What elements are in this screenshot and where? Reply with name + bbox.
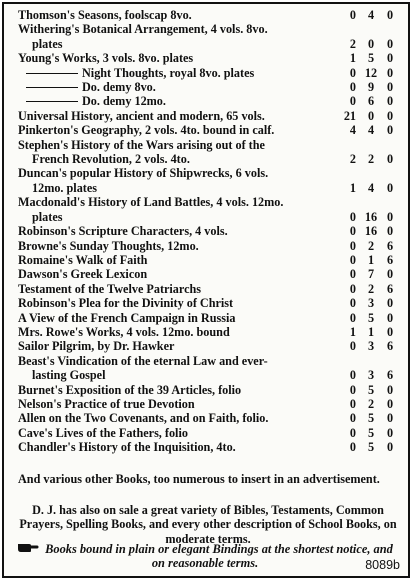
book-title-line: Do. demy 12mo. bbox=[82, 94, 166, 109]
book-price bbox=[336, 383, 398, 397]
catalog-code: 8089b bbox=[365, 558, 400, 572]
book-price bbox=[336, 37, 398, 51]
book-price bbox=[336, 181, 398, 195]
book-entry bbox=[18, 440, 398, 454]
book-title-line: Stephen's History of the Wars arising out of the bbox=[18, 137, 265, 152]
book-title-line: Allen on the Two Covenants, and on Faith, folio. bbox=[18, 411, 269, 426]
price-pounds: 0 bbox=[349, 8, 356, 23]
price-pounds: 0 bbox=[349, 339, 356, 354]
book-price bbox=[336, 239, 398, 253]
price-pence: 0 bbox=[386, 51, 394, 66]
price-pence: 0 bbox=[386, 180, 394, 195]
price-shillings: 4 bbox=[367, 123, 375, 138]
book-list bbox=[18, 8, 398, 455]
price-pence: 0 bbox=[386, 108, 394, 123]
price-pence: 0 bbox=[386, 425, 394, 440]
book-price bbox=[336, 296, 398, 310]
price-shillings: 1 bbox=[367, 252, 375, 267]
price-pounds: 0 bbox=[349, 396, 356, 411]
price-shillings: 3 bbox=[367, 296, 375, 311]
book-price bbox=[336, 411, 398, 425]
book-price bbox=[336, 8, 398, 22]
price-pounds: 2 bbox=[349, 152, 356, 167]
price-pounds: 0 bbox=[349, 382, 356, 397]
price-pounds: 0 bbox=[349, 252, 356, 267]
price-pence: 0 bbox=[386, 36, 394, 51]
price-pounds: 0 bbox=[349, 425, 356, 440]
book-title-continuation: 12mo. plates bbox=[32, 180, 97, 195]
book-title-line: Mrs. Rowe's Works, 4 vols. 12mo. bound bbox=[18, 324, 230, 339]
book-entry bbox=[18, 138, 398, 167]
book-title-line: Romaine's Walk of Faith bbox=[18, 252, 148, 267]
price-pence: 0 bbox=[386, 310, 394, 325]
book-title-line: Young's Works, 3 vols. 8vo. plates bbox=[18, 51, 194, 66]
price-pence: 6 bbox=[386, 339, 394, 354]
price-pounds: 0 bbox=[349, 267, 356, 282]
book-entry bbox=[18, 339, 398, 353]
book-entry bbox=[18, 195, 398, 224]
book-entry bbox=[18, 51, 398, 65]
book-entry bbox=[18, 22, 398, 51]
price-shillings: 3 bbox=[367, 368, 375, 383]
price-pence: 6 bbox=[386, 368, 394, 383]
book-price bbox=[336, 253, 398, 267]
book-entry bbox=[18, 253, 398, 267]
book-title-line: Sailor Pilgrim, by Dr. Hawker bbox=[18, 339, 175, 354]
bindings-notice-text: Books bound in plain or elegant Bindings at the shortest notice, and on reasonable terms. bbox=[45, 542, 393, 571]
price-pounds: 1 bbox=[349, 51, 356, 66]
price-pence: 0 bbox=[386, 267, 394, 282]
price-shillings: 6 bbox=[367, 94, 375, 109]
book-price bbox=[336, 152, 398, 166]
book-price bbox=[336, 224, 398, 238]
book-title-line: Testament of the Twelve Patriarchs bbox=[18, 281, 202, 296]
price-pounds: 0 bbox=[349, 281, 356, 296]
price-pounds: 0 bbox=[349, 296, 356, 311]
price-shillings: 4 bbox=[367, 180, 375, 195]
price-pounds: 0 bbox=[349, 224, 356, 239]
book-entry bbox=[18, 267, 398, 281]
book-entry bbox=[18, 166, 398, 195]
price-pounds: 0 bbox=[349, 94, 356, 109]
price-pence: 0 bbox=[386, 8, 394, 23]
book-price bbox=[336, 210, 398, 224]
price-pounds: 0 bbox=[349, 440, 356, 455]
book-price bbox=[336, 123, 398, 137]
price-shillings: 0 bbox=[367, 108, 375, 123]
book-price bbox=[336, 282, 398, 296]
price-shillings: 3 bbox=[367, 339, 375, 354]
ditto-rule bbox=[26, 101, 78, 102]
book-price bbox=[336, 66, 398, 80]
price-shillings: 2 bbox=[367, 396, 375, 411]
price-pounds: 0 bbox=[349, 80, 356, 95]
book-title-line: Withering's Botanical Arrangement, 4 vols. 8vo. bbox=[18, 22, 268, 37]
price-pounds: 0 bbox=[349, 411, 356, 426]
book-title-line: Browne's Sunday Thoughts, 12mo. bbox=[18, 238, 199, 253]
price-pounds: 4 bbox=[349, 123, 356, 138]
book-entry bbox=[18, 426, 398, 440]
price-pence: 0 bbox=[386, 224, 394, 239]
ditto-rule bbox=[26, 73, 78, 74]
book-title-line: Thomson's Seasons, foolscap 8vo. bbox=[18, 8, 192, 22]
book-title-line: Robinson's Plea for the Divinity of Christ bbox=[18, 296, 234, 311]
book-title-line: Macdonald's History of Land Battles, 4 vols. 12mo. bbox=[18, 195, 284, 210]
price-pence: 0 bbox=[386, 80, 394, 95]
price-pence: 0 bbox=[386, 152, 394, 167]
book-entry bbox=[18, 66, 398, 80]
price-pounds: 1 bbox=[349, 324, 356, 339]
book-entry bbox=[18, 109, 398, 123]
closing-line: And various other Books, too numerous to insert in an advertisement. bbox=[18, 472, 380, 486]
book-price bbox=[336, 267, 398, 281]
book-title-line: Nelson's Practice of true Devotion bbox=[18, 396, 195, 411]
price-pence: 6 bbox=[386, 281, 394, 296]
book-price bbox=[336, 440, 398, 454]
price-pence: 0 bbox=[386, 411, 394, 426]
book-title-line: Night Thoughts, royal 8vo. plates bbox=[82, 65, 255, 80]
ditto-rule bbox=[26, 87, 78, 88]
book-title-continuation: plates bbox=[32, 209, 63, 224]
price-pounds: 0 bbox=[349, 310, 356, 325]
book-price bbox=[336, 397, 398, 411]
book-entry bbox=[18, 94, 398, 108]
book-entry bbox=[18, 325, 398, 339]
book-title-continuation: French Revolution, 2 vols. 4to. bbox=[32, 152, 190, 167]
price-shillings: 2 bbox=[367, 281, 375, 296]
book-price bbox=[336, 109, 398, 123]
book-entry bbox=[18, 123, 398, 137]
price-shillings: 5 bbox=[367, 425, 375, 440]
price-shillings: 5 bbox=[367, 382, 375, 397]
book-entry bbox=[18, 397, 398, 411]
price-pence: 0 bbox=[386, 123, 394, 138]
book-price bbox=[336, 339, 398, 353]
book-price bbox=[336, 51, 398, 65]
price-pence: 0 bbox=[386, 396, 394, 411]
book-title-line: Burnet's Exposition of the 39 Articles, folio bbox=[18, 382, 242, 397]
book-entry bbox=[18, 311, 398, 325]
price-pence: 6 bbox=[386, 238, 394, 253]
book-entry bbox=[18, 224, 398, 238]
book-title-line: Universal History, ancient and modern, 65 vols. bbox=[18, 108, 265, 123]
book-entry bbox=[18, 282, 398, 296]
book-price bbox=[336, 311, 398, 325]
price-shillings: 0 bbox=[367, 36, 375, 51]
price-pence: 6 bbox=[386, 252, 394, 267]
book-entry bbox=[18, 80, 398, 94]
price-pence: 0 bbox=[386, 324, 394, 339]
book-entry bbox=[18, 411, 398, 425]
price-pounds: 2 bbox=[349, 36, 356, 51]
price-shillings: 5 bbox=[367, 310, 375, 325]
book-entry bbox=[18, 296, 398, 310]
pointing-hand-icon bbox=[17, 541, 39, 556]
price-pence: 0 bbox=[386, 382, 394, 397]
price-pence: 0 bbox=[386, 94, 394, 109]
price-shillings: 7 bbox=[367, 267, 375, 282]
book-title-continuation: lasting Gospel bbox=[32, 368, 106, 383]
book-price bbox=[336, 368, 398, 382]
book-title-line: Dawson's Greek Lexicon bbox=[18, 267, 148, 282]
book-title-line: A View of the French Campaign in Russia bbox=[18, 310, 236, 325]
price-pence: 0 bbox=[386, 65, 394, 80]
book-price bbox=[336, 94, 398, 108]
book-title-line: Chandler's History of the Inquisition, 4to. bbox=[18, 440, 236, 455]
notice-paragraph: D. J. has also on sale a great variety of Bibles, Testaments, Common Prayers, Spelling Books, and every other description of School Books, on moderate terms. bbox=[19, 503, 397, 546]
book-price bbox=[336, 80, 398, 94]
price-pounds: 0 bbox=[349, 65, 356, 80]
book-title-line: Duncan's popular History of Shipwrecks, 6 vols. bbox=[18, 166, 269, 181]
price-shillings: 16 bbox=[364, 209, 378, 224]
price-shillings: 12 bbox=[364, 65, 378, 80]
price-pounds: 21 bbox=[343, 108, 356, 123]
book-title-line: Robinson's Scripture Characters, 4 vols. bbox=[18, 224, 228, 239]
price-pence: 0 bbox=[386, 209, 394, 224]
price-shillings: 4 bbox=[367, 8, 375, 23]
price-pence: 0 bbox=[386, 296, 394, 311]
book-entry bbox=[18, 383, 398, 397]
book-title-line: Pinkerton's Geography, 2 vols. 4to. bound in calf. bbox=[18, 123, 275, 138]
price-pounds: 1 bbox=[349, 180, 356, 195]
price-shillings: 5 bbox=[367, 51, 375, 66]
price-pounds: 0 bbox=[349, 368, 356, 383]
price-shillings: 2 bbox=[367, 238, 375, 253]
advertisement-page bbox=[2, 2, 410, 578]
book-title-continuation: plates bbox=[32, 36, 63, 51]
book-title-line: Cave's Lives of the Fathers, folio bbox=[18, 425, 188, 440]
price-shillings: 5 bbox=[367, 411, 375, 426]
book-title-line: Beast's Vindication of the eternal Law and ever- bbox=[18, 353, 268, 368]
price-pounds: 0 bbox=[349, 238, 356, 253]
book-price bbox=[336, 325, 398, 339]
book-entry bbox=[18, 8, 398, 22]
bindings-notice bbox=[12, 541, 398, 571]
book-entry bbox=[18, 239, 398, 253]
price-pence: 0 bbox=[386, 440, 394, 455]
price-shillings: 5 bbox=[367, 440, 375, 455]
price-shillings: 2 bbox=[367, 152, 375, 167]
book-price bbox=[336, 426, 398, 440]
price-shillings: 9 bbox=[367, 80, 375, 95]
price-shillings: 1 bbox=[367, 324, 375, 339]
price-shillings: 16 bbox=[364, 224, 378, 239]
book-entry bbox=[18, 354, 398, 383]
book-title-line: Do. demy 8vo. bbox=[82, 80, 156, 95]
price-pounds: 0 bbox=[349, 209, 356, 224]
